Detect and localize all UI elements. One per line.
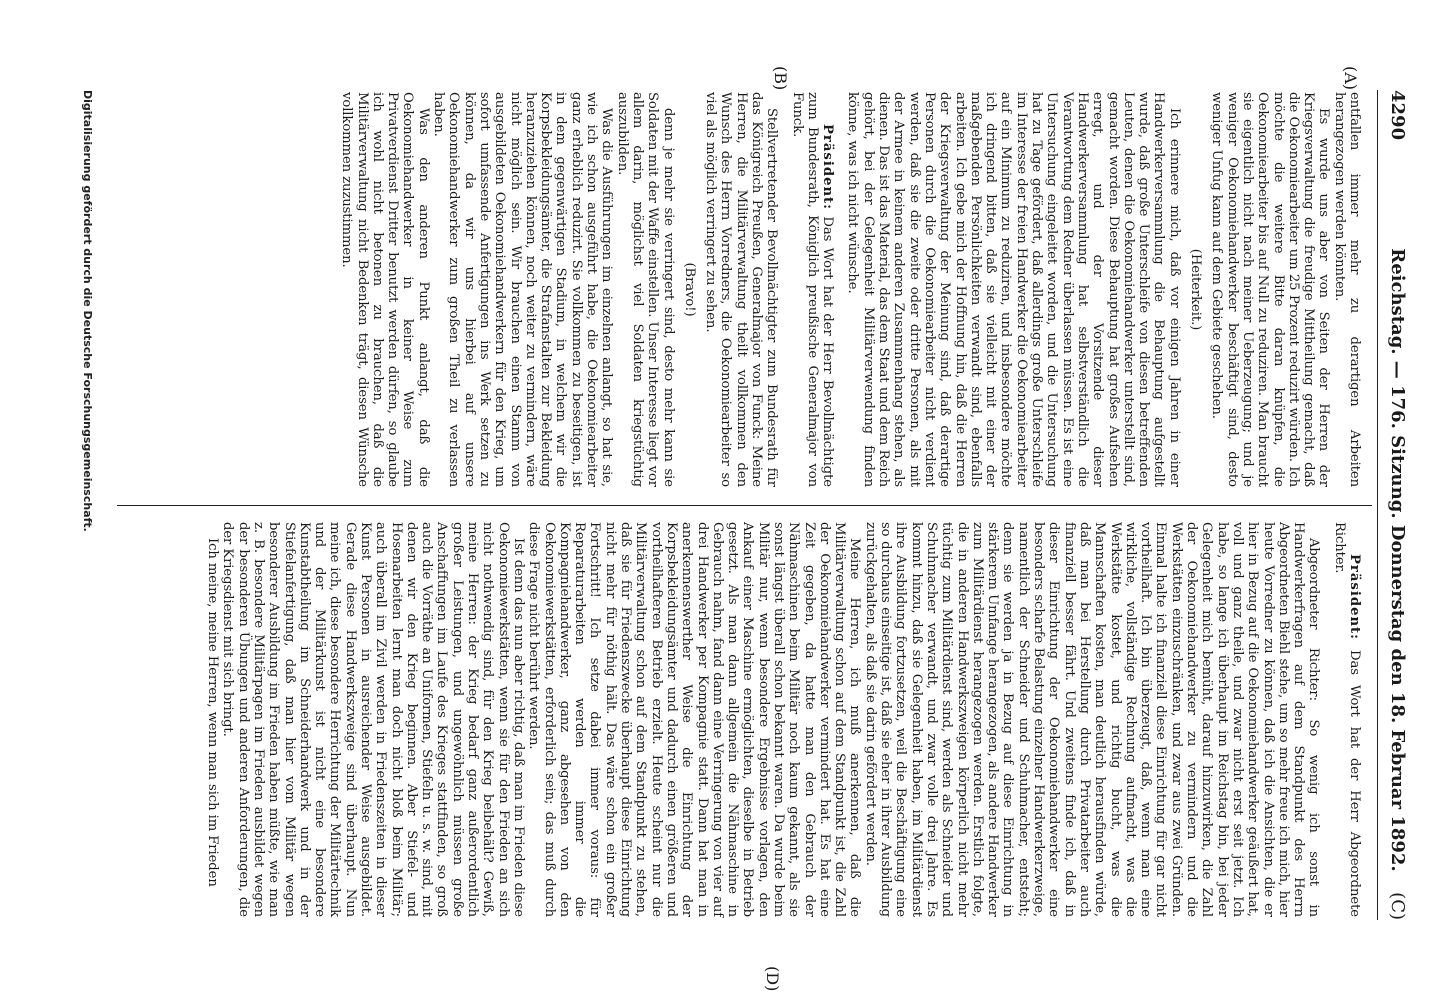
paragraph: entfallen immer mehr zu derartigen Arbeiten herangezogen werden könnten.: [1331, 92, 1362, 487]
header-rule: [1377, 90, 1378, 920]
paragraph: Ich erinnere mich, daß vor einigen Jahren in einer Handwerkerversammlung die Behauptung aufgestellt wurde, daß große Unterschleife von diesen betreffenden Leuten, denen die Oekonomiehandwerker unterstellt sind, gemacht worden. Diese Behauptung hat großes Aufsehen erregt, und der Vorsitzende dieser Handwerkerversammlung hat selbstverständlich die Verantwortung dem Redner überlassen müssen. Es ist eine Untersuchung eingeleitet worden, und die Untersuchung hat zu Tage gefördert, daß allerdings große Unterschleife im Interesse der freien Handwerker die Oekonomiearbeiter auf ein Minimum zu reduziren, und insbesondere möchte ich dringend bitten, daß sie vielleicht mit einer der maßgebenden Persönlichkeiten verwandt sind, ebenfalls arbeiten. Ich gebe mich der Hoffnung hin, daß die Herren der Kriegsverwaltung der Meinung sind, daß derartige Personen durch die Oekonomiearbeiter nicht verdient werden, daß sie die zweite oder dritte Personen, als mit der Armee in keinem anderen Zusammenhang stehen, als dienen. Das ist das Material, das dem Staat und dem Reich gehört, bei der Gelegenheit Militärverwendung finden könne, was ich nicht wünsche.: [845, 92, 1182, 487]
page-number: 4290: [1387, 90, 1408, 141]
paragraph: Was die Ausführungen im einzelnen anlangt, so hat sie, wie ich schon ausgeführt habe, die Oekonomiearbeiter ganz erheblich reduzirt. Sie vollkommen zu beseitigen, ist in dem gegenwärtigen Stadium, in welchem wir die Korpsbekleidungsämter, die Strafanstalten zur Bekleidung heranzuziehen können, noch weiter zu vermindern, wäre nicht möglich sein. Wir brauchen einen Stamm von ausgebildeten Oekonomiehandwerkern für den Krieg, um sofort umfassende Anfertigungen ins Werk setzen zu können, da wir uns hierbei auf unsere Oekonomiehandwerker zum großen Theil zu verlassen haben.: [431, 92, 615, 487]
speaker-name: Präsident:: [1347, 554, 1362, 641]
page-title: Reichstag. — 176. Sitzung. Donnerstag den 18. Februar 1892.: [1387, 248, 1408, 872]
speech-text: Das Wort hat der Herr Abgeordnete Richter.: [1331, 522, 1362, 918]
digitization-footer: Digitalisierung gefördert durch die Deutsche Forschungsgemeinschaft.: [81, 90, 94, 532]
paragraph: Ich meine, meine Herren, wenn man sich im Frieden: [205, 538, 221, 887]
right-column: [205, 522, 1362, 917]
paragraph: Abgeordneter Richter: So wenig ich sonst in Handwerkerfragen auf dem Standpunkt des Herrn Abgeordneten Biehl stehe, um so mehr freue ich mich, hier heute Vorredner zu können, daß ich die Ansichten, die er hier in Bezug auf die Oekonomiehandwerker geäußert hat, voll und ganz theile, und zwar nicht erst seit jetzt. Ich habe, so lange ich überhaupt im Reichstag bin, bei jeder Gelegenheit mich bemüht, darauf hinzuwirken, die Zahl der Oekonomiehandwerker zu vermindern und die Werkstätten einzuschränken, und zwar aus zwei Gründen. Einmal halte ich finanziell diese Einrichtung für gar nicht vortheilhaft. Ich bin überzeugt, daß, wenn man eine wirkliche, vollständige Rechnung aufmacht, was die Werkstätte kostet, und richtig bucht, was die Mannschaften kosten, man deutlich herausfinden würde, daß man bei Herstellung durch Privatarbeiter auch finanziell besser fährt. Und zweitens finde ich, daß in dieser Einrichtung der Oekonomiehandwerker eine besonders scharfe Belastung einzelner Handwerkerzweige, namentlich der Schneider und Schuhmacher, entsteht; denn sie werden ja in Bezug auf diese Einrichtung in stärkerem Umfange herangezogen, als andere Handwerker zum Militärdienst herangezogen werden. Erstlich folgte, die in anderen Handwerkszweigen körperlich nicht mehr tüchtig zum Militärdienst sind, werden als Schneider und Schuhmacher verwandt, und zwar volle drei Jahre. Es kommt hinzu, daß sie Gelegenheit haben, im Militärdienst ihre Ausbildung fortzusetzen, weil die Beschäftigung eine so durchaus einseitige ist, daß sie eher in ihrer Ausbildung zurückgehalten, als daß sie darin gefördert werden.: [862, 522, 1322, 917]
speaker-paragraph: [789, 92, 835, 487]
margin-mark-b: (B): [771, 66, 790, 91]
paragraph: Stellvertretender Bevollmächtigter zum Bundesrath für das Königreich Preußen, Generalmajor von Funck: Meine Herren, die Militärverwaltung theilt vollkommen den Wunsch des Herrn Vorredners, die Oekonomiearbeiter so viel als möglich verringert zu sehen.: [703, 92, 780, 487]
margin-mark-a: (A): [1341, 66, 1360, 91]
interjection: (Heiterkeit.): [1188, 248, 1204, 331]
paragraph: Ist denn das nun aber richtig, daß man im Frieden diese Oekonomiewerkstätten, wenn sie für den Frieden an sich nicht nothwendig sind, für den Krieg beibehält? Gewiß, meine Herren: der Krieg bedarf ganz außerordentlich großer Leistungen, und ungewöhnlich müssen große Anschaffungen im Laufe des Krieges stattfinden, so groß auch die Vorräthe an Uniformen, Stiefeln u. s. w. sind, mit denen wir den Krieg beginnen. Aber Stiefel- und Hosenarbeiten lernt man doch nicht bloß beim Militär; auch überall im Zivil werden in Friedenszeiten in dieser Kunst Personen in ausreichender Weise ausgebildet. Gerade diese Handwerkszweige sind überhaupt. Nun meine ich, diese besondere Herrichtung der Militärtechnik und der Militärkunst ist nicht eine besondere Kunstabtheilung im Schneiderhandwerk und in der Stiefelanfertigung, daß man hier vom Militär wegen besonderer Ausbildung im Frieden haben müßte, wie man z. B. besondere Militärpagen im Frieden ausbildet wegen der besonderen Übungen und anderen Anforderungen, die der Kriegsdienst mit sich bringt.: [220, 522, 526, 917]
speaker-paragraph: [1331, 522, 1362, 917]
paragraph: Meine Herren, ich muß anerkennen, daß die Militärverwaltung schon auf dem Standpunkt ist, die Zahl der Oekonomiehandwerker vermindert hat. Es hat eine Zeit gegeben, da hatte man den Gebrauch der Nähmaschinen beim Militär noch kaum gekannt, als sie sonst längst überall schon bekannt waren. Da wurde beim Militär nur, wenn besondere Ergebnisse vorlagen, den Ankauf einer Maschine ermöglichten, dieselbe in Betrieb gesetzt. Als man dann allgemein die Nähmaschine in Gebrauch nahm, fand dann eine Verringerung von vier auf drei Handwerker per Kompagnie statt. Dann hat man in anerkennenswerther Weise die Einrichtung der Korpsbekleidungsämter und dadurch einen größeren und vortheilhafteren Betrieb erzielt. Heute scheint nur die Militärverwaltung schon auf dem Standpunkt zu stehen, daß sie für Friedenszwecke überhaupt diese Einrichtung nicht mehr für nöthig hält. Das wäre schon ein großer Fortschritt! Ich setze dabei immer voraus: für Reparaturarbeiten werden immer die Kompagniehandwerker, ganz abgesehen von den Oekonomiewerkstätten, erforderlich sein; das muß durch diese Frage nicht berührt werden.: [526, 522, 863, 917]
margin-mark-d: (D): [763, 966, 782, 992]
column-divider: [117, 505, 1372, 506]
page-header: [1374, 90, 1414, 920]
paragraph: Es wurde uns aber von Seiten der Herren der Kriegsverwaltung die freudige Mittheilung gemacht, daß die Oekonomiearbeiter um 25 Prozent reduzirt würden. Ich möchte die weitere Bitte daran knüpfen, die Oekonomiearbeiter bis auf Null zu reduziren. Man braucht sie eigentlich nicht nach meiner Ueberzeugung; und je weniger Oekonomiehandwerker beschäftigt sind, desto weniger Unfug kann auf dem Gebiete geschehen.: [1209, 92, 1332, 487]
left-column: [339, 92, 1362, 487]
column-marker-c: (C): [1387, 892, 1408, 920]
paragraph: denn je mehr sie verringert sind, desto mehr kann sie Soldaten mit der Waffe einstellen. Unser Interesse liegt vor allem darin, möglichst viel Soldaten kriegstüchtig auszubilden.: [614, 92, 676, 487]
interjection: (Bravo!): [681, 262, 697, 317]
paragraph: Was den anderen Punkt anlangt, daß die Oekonomiehandwerker in keiner Weise zum Privatverdienst Dritter benutzt werden dürfen, so glaube ich wohl nicht betonen zu brauchen, daß die Militärverwaltung nicht Bedenken trägt, diesen Wünsche vollkommen zuzustimmen.: [339, 92, 431, 487]
speaker-name: Präsident:: [820, 124, 836, 211]
speech-text: Das Wort hat der Herr Bevollmächtigte zum Bundesrath, Königlich preußische Generalmajor von Funck.: [789, 92, 836, 487]
